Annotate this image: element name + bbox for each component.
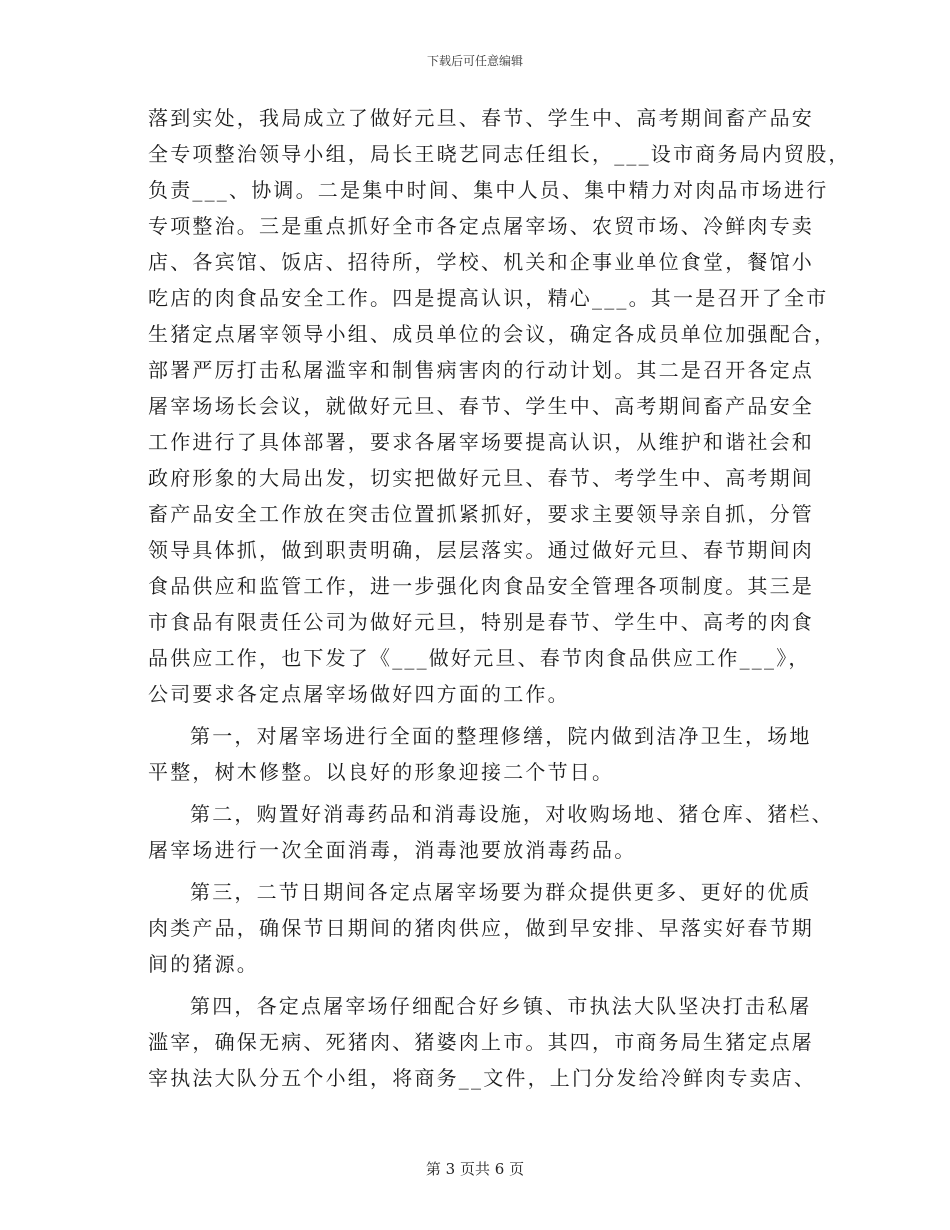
paragraph: [148, 874, 814, 982]
document-body: [148, 100, 851, 1096]
text-line: 工作进行了具体部署，要求各屠宰场要提高认识，从维护和谐社会和: [148, 430, 814, 454]
text-line: 品供应工作，也下发了《___做好元旦、春节肉食品供应工作___》，: [148, 646, 811, 670]
text-line: 负责___、协调。二是集中时间、集中人员、集中精力对肉品市场进行: [148, 178, 829, 202]
text-line: 间的猪源。: [148, 952, 259, 976]
text-line: 专项整治。三是重点抓好全市各定点屠宰场、农贸市场、冷鲜肉专卖: [148, 214, 814, 238]
text-line: 畜产品安全工作放在突击位置抓紧抓好，要求主要领导亲自抓，分管: [148, 502, 814, 526]
text-line: 落到实处，我局成立了做好元旦、春节、学生中、高考期间畜产品安: [148, 106, 814, 130]
text-line: 第二，购置好消毒药品和消毒设施，对收购场地、猪仓库、猪栏、: [190, 802, 834, 826]
text-line: 肉类产品，确保节日期间的猪肉供应，做到早安排、早落实好春节期: [148, 916, 814, 940]
text-line: 吃店的肉食品安全工作。四是提高认识，精心___。其一是召开了全市: [148, 286, 829, 310]
text-line: 店、各宾馆、饭店、招待所，学校、机关和企事业单位食堂，餐馆小: [148, 250, 814, 274]
text-line: 屠宰场进行一次全面消毒，消毒池要放消毒药品。: [148, 838, 637, 862]
text-line: 公司要求各定点屠宰场做好四方面的工作。: [148, 682, 570, 706]
text-line: 滥宰，确保无病、死猪肉、猪婆肉上市。其四，市商务局生猪定点屠: [148, 1030, 814, 1054]
text-line: 部署严厉打击私屠滥宰和制售病害肉的行动计划。其二是召开各定点: [148, 358, 814, 382]
text-line: 平整，树木修整。以良好的形象迎接二个节日。: [148, 760, 615, 784]
text-line: 宰执法大队分五个小组，将商务__文件，上门分发给冷鲜肉专卖店、: [148, 1066, 817, 1090]
text-line: 领导具体抓，做到职责明确，层层落实。通过做好元旦、春节期间肉: [148, 538, 814, 562]
text-line: 第一，对屠宰场进行全面的整理修缮，院内做到洁净卫生，场地: [190, 724, 812, 748]
paragraph: [148, 796, 834, 868]
text-line: 生猪定点屠宰领导小组、成员单位的会议，确定各成员单位加强配合，: [148, 322, 837, 346]
text-line: 第四，各定点屠宰场仔细配合好乡镇、市执法大队坚决打击私屠: [190, 994, 812, 1018]
text-line: 政府形象的大局出发，切实把做好元旦、春节、考学生中、高考期间: [148, 466, 814, 490]
text-line: 全专项整治领导小组，局长王晓艺同志任组长，___设市商务局内贸股，: [148, 142, 851, 166]
paragraph: [148, 988, 817, 1096]
text-line: 市食品有限责任公司为做好元旦，特别是春节、学生中、高考的肉食: [148, 610, 814, 634]
text-line: 屠宰场场长会议，就做好元旦、春节、学生中、高考期间畜产品安全: [148, 394, 814, 418]
text-line: 食品供应和监管工作，进一步强化肉食品安全管理各项制度。其三是: [148, 574, 814, 598]
page-header: 下载后可任意编辑: [426, 54, 523, 68]
text-line: 第三，二节日期间各定点屠宰场要为群众提供更多、更好的优质: [190, 880, 812, 904]
page-footer: 第 3 页共 6 页: [425, 1160, 525, 1178]
paragraph: [148, 718, 812, 790]
paragraph: [148, 100, 851, 712]
